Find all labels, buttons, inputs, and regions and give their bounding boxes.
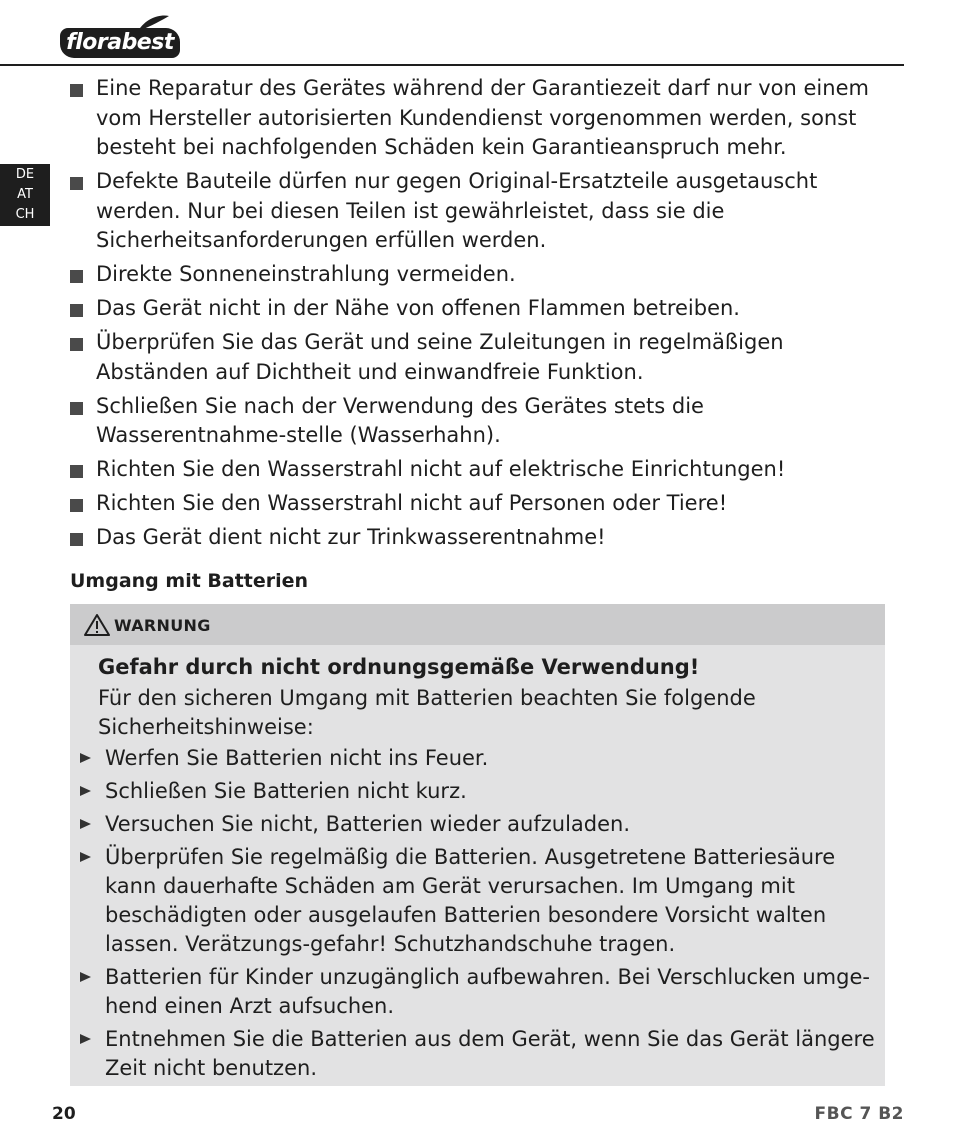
model-number: FBC 7 B2 [814,1104,904,1124]
warning-triangle-icon [84,613,110,637]
lang-ch: CH [15,207,35,222]
list-item-text: Eine Reparatur des Gerätes während der Garantiezeit darf nur von einem vom Hersteller autorisierten Kundendienst vorgenommen werden, sonst besteht bei nachfolgenden Schäden kein Garantieanspruch mehr. [96,76,869,159]
arrow-bullet-icon [80,852,91,862]
list-item-text: Das Gerät dient nicht zur Trinkwasserentnahme! [96,525,606,549]
list-item [70,489,890,519]
list-item-text: Defekte Bauteile dürfen nur gegen Original-Ersatzteile ausgetauscht werden. Nur bei diesen Teilen ist gewährleistet, dass sie die Sicherheitsanforderungen erfüllen werden. [96,169,818,252]
florabest-logo [60,14,180,60]
list-item-text: Schließen Sie nach der Verwendung des Gerätes stets die Wasserentnahme-stelle (Wasserhahn). [96,393,704,447]
list-item [78,963,878,1021]
list-item [70,294,890,324]
section-heading: Umgang mit Batterien [70,570,309,592]
list-item-text: Richten Sie den Wasserstrahl nicht auf Personen oder Tiere! [96,491,728,515]
lang-at: AT [17,187,33,202]
logo-wordmark: florabest [60,28,180,58]
danger-intro: Für den sicheren Umgang mit Batterien beachten Sie folgende Sicherheitshinweise: [98,686,756,739]
arrow-bullet-icon [80,972,91,982]
list-item-text: Das Gerät nicht in der Nähe von offenen Flammen betreiben. [96,296,740,320]
square-bullet-icon [70,270,83,283]
warning-box [70,604,885,1086]
list-item-text: Überprüfen Sie regelmäßig die Batterien. Ausgetretene Batteriesäure kann dauerhafte Schäden am Gerät verursachen. Im Umgang mit beschädigten oder ausgelaufen Batterien besondere Vorsicht walten lassen. Verätzungs-gefahr! Schutzhandschuhe tragen. [105,845,836,956]
list-item [78,1025,878,1083]
list-item-text: Richten Sie den Wasserstrahl nicht auf elektrische Einrichtungen! [96,457,786,481]
square-bullet-icon [70,338,83,351]
square-bullet-icon [70,465,83,478]
square-bullet-icon [70,402,83,415]
language-tab [0,164,50,226]
list-item [70,455,890,485]
arrow-bullet-icon [80,753,91,763]
square-bullet-icon [70,304,83,317]
list-item-text: Werfen Sie Batterien nicht ins Feuer. [105,746,489,770]
warning-header [70,604,885,645]
list-item [70,523,890,553]
arrow-bullet-icon [80,786,91,796]
lang-de: DE [15,167,35,182]
square-bullet-icon [70,499,83,512]
list-item-text: Versuchen Sie nicht, Batterien wieder aufzuladen. [105,812,631,836]
warning-label: WARNUNG [114,616,211,635]
list-item [70,260,890,290]
list-item [70,328,890,387]
list-item-text: Batterien für Kinder unzugänglich aufbewahren. Bei Verschlucken umge-hend einen Arzt aufsuchen. [105,965,870,1018]
list-item-text: Schließen Sie Batterien nicht kurz. [105,779,467,803]
page-number: 20 [52,1104,76,1124]
list-item [70,167,890,256]
list-item [78,777,878,806]
battery-safety-list [78,744,878,1087]
list-item [70,392,890,451]
list-item-text: Überprüfen Sie das Gerät und seine Zuleitungen in regelmäßigen Abständen auf Dichtheit und einwandfreie Funktion. [96,330,784,384]
header-divider [0,64,904,66]
danger-title: Gefahr durch nicht ordnungsgemäße Verwendung! [98,655,700,679]
square-bullet-icon [70,177,83,190]
square-bullet-icon [70,84,83,97]
arrow-bullet-icon [80,1034,91,1044]
arrow-bullet-icon [80,819,91,829]
list-item [70,74,890,163]
list-item [78,744,878,773]
list-item-text: Direkte Sonneneinstrahlung vermeiden. [96,262,516,286]
list-item [78,843,878,959]
list-item [78,810,878,839]
list-item-text: Entnehmen Sie die Batterien aus dem Gerät, wenn Sie das Gerät längere Zeit nicht benutzen. [105,1027,875,1080]
safety-bullet-list [70,74,890,557]
square-bullet-icon [70,533,83,546]
